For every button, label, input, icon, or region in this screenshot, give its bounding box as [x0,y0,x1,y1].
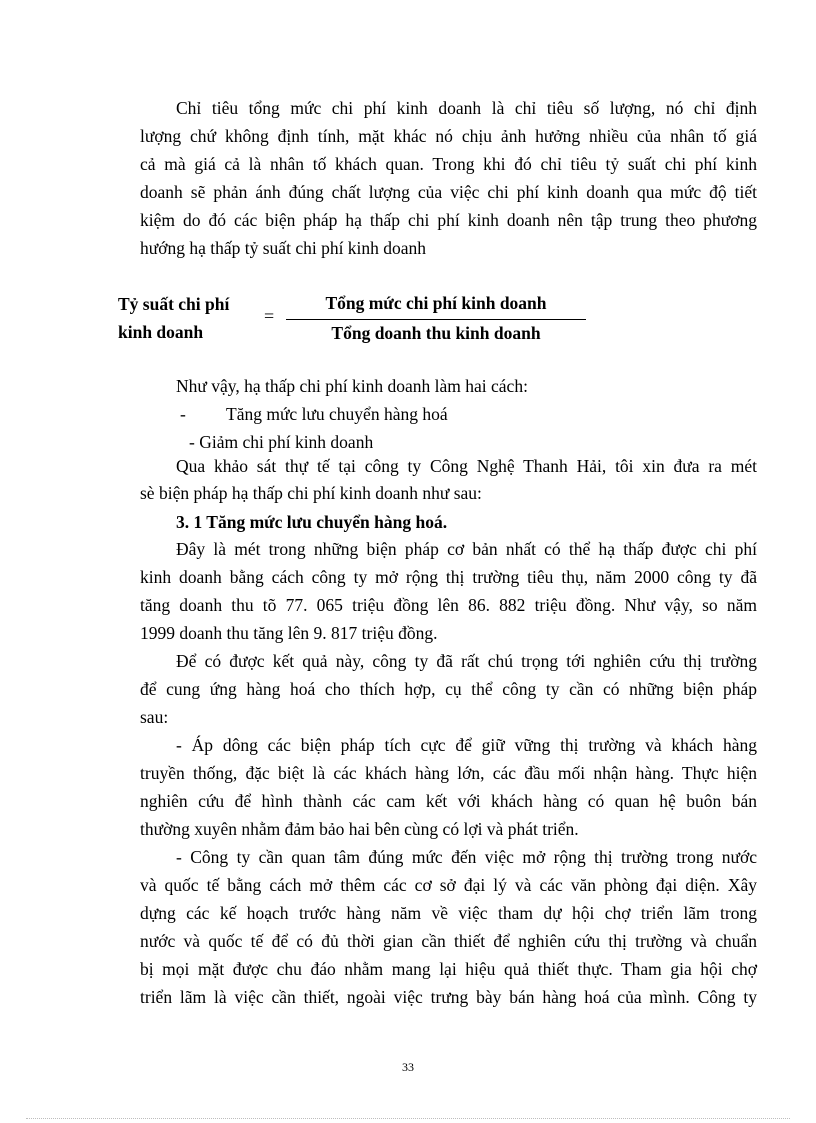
paragraph-line: Để có được kết quả này, công ty đã rất chú trọng tới nghiên cứu thị trường [176,651,757,671]
paragraph-line: sè biện pháp hạ thấp chi phí kinh doanh như sau: [140,483,482,503]
paragraph-line: nghiên cứu để hình thành các cam kết với khách hàng có quan hệ buôn bán [140,791,757,811]
section-heading: 3. 1 Tăng mức lưu chuyển hàng hoá. [176,512,448,532]
list-item-2: - Giảm chi phí kinh doanh [189,432,374,452]
page-number: 33 [402,1060,414,1074]
intro-line: Như vậy, hạ thấp chi phí kinh doanh làm hai cách: [176,376,528,396]
page-bottom-divider [26,1118,790,1119]
paragraph-line: Chỉ tiêu tổng mức chi phí kinh doanh là chỉ tiêu số lượng, nó chỉ định [176,98,757,118]
paragraph-line: sau: [140,707,169,727]
paragraph-line: kiệm do đó các biện pháp hạ thấp chi phí kinh doanh nên tập trung theo phương [140,210,757,230]
paragraph-line: dựng các kế hoạch trước hàng năm về việc tham dự hội chợ triển lãm trong [140,903,757,923]
paragraph-line: - Áp dông các biện pháp tích cực để giữ vững thị trường và khách hàng [176,735,757,755]
paragraph-line: truyền thống, đặc biệt là các khách hàng lớn, các đầu mối nhận hàng. Thực hiện [140,763,757,783]
formula-denominator: Tổng doanh thu kinh doanh [331,323,541,343]
list-item-1: Tăng mức lưu chuyển hàng hoá [226,404,448,424]
paragraph-line: Đây là mét trong những biện pháp cơ bản nhất có thể hạ thấp được chi phí [176,539,757,559]
paragraph-line: 1999 doanh thu tăng lên 9. 817 triệu đồng. [140,623,438,643]
formula-numerator: Tổng mức chi phí kinh doanh [325,293,547,313]
fraction-bar [286,319,586,320]
paragraph-line: Qua khảo sát thự tế tại công ty Công Nghệ Thanh Hải, tôi xin đưa ra mét [176,456,757,476]
list-bullet-dash: - [180,404,186,424]
formula-label-line1: Tỷ suất chi phí [118,294,230,314]
paragraph-line: để cung ứng hàng hoá cho thích hợp, cụ thể công ty cần có những biện pháp [140,679,757,699]
formula-label-line2: kinh doanh [118,322,204,342]
paragraph-line: và quốc tế bằng cách mở thêm các cơ sở đại lý và các văn phòng đại diện. Xây [140,875,757,895]
paragraph-line: tăng doanh thu tõ 77. 065 triệu đồng lên 86. 882 triệu đồng. Như vậy, so năm [140,595,757,615]
paragraph-line: triển lãm là việc cần thiết, ngoài việc trưng bày bán hàng hoá của mình. Công ty [140,987,757,1007]
formula-equals-sign: = [264,306,275,326]
paragraph-line: nước và quốc tế để có đủ thời gian cần thiết để nghiên cứu thị trường và chuẩn [140,931,757,951]
paragraph-line: thường xuyên nhằm đảm bảo hai bên cùng có lợi và phát triển. [140,819,579,839]
paragraph-line: cả mà giá cả là nhân tố khách quan. Trong khi đó chỉ tiêu tỷ suất chi phí kinh [140,154,757,174]
paragraph-line: - Công ty cần quan tâm đúng mức đến việc mở rộng thị trường trong nước [176,847,757,867]
paragraph-line: bị mọi mặt được chu đáo nhằm mang lại hiệu quả thiết thực. Tham gia hội chợ [140,959,757,979]
paragraph-line: hướng hạ thấp tỷ suất chi phí kinh doanh [140,238,427,258]
paragraph-line: doanh sẽ phản ánh đúng chất lượng của việc chi phí kinh doanh qua mức độ tiết [140,182,757,202]
paragraph-line: lượng chứ không định tính, mặt khác nó chịu ảnh hưởng nhiều của nhân tố giá [140,126,757,146]
paragraph-line: kinh doanh bằng cách công ty mở rộng thị trường tiêu thụ, năm 2000 công ty đã [140,567,757,587]
